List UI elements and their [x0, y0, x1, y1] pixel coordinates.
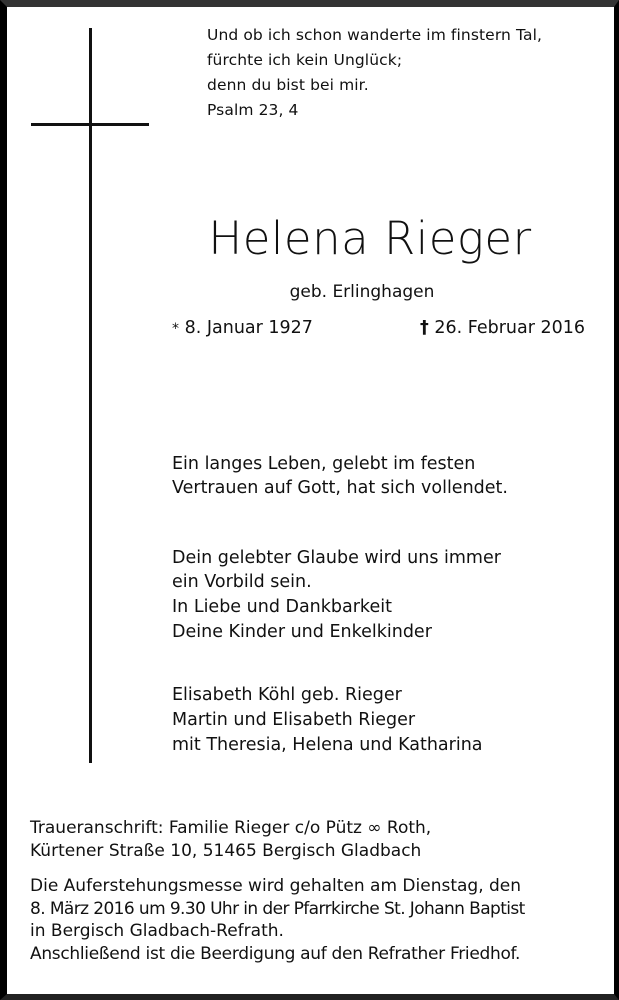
death-date [420, 318, 585, 338]
birth-star-icon: * [172, 321, 179, 337]
cross-vertical-bar [89, 28, 92, 763]
address-line: Kürtener Straße 10, 51465 Bergisch Gladbach [30, 841, 422, 861]
service-line: 8. März 2016 um 9.30 Uhr in der Pfarrkirche St. Johann Baptist [30, 899, 525, 919]
deceased-name: Helena Rieger [208, 212, 532, 265]
death-cross-icon: † [419, 318, 429, 338]
address-line: Traueranschrift: Familie Rieger c/o Pütz ∞ Roth, [30, 818, 432, 838]
text-line: ein Vorbild sein. [172, 572, 312, 592]
verse-line: Und ob ich schon wanderte im finstern Tal, [207, 26, 542, 44]
text-line: Ein langes Leben, gelebt im festen [172, 454, 476, 474]
birth-date [172, 318, 313, 338]
text-line: In Liebe und Dankbarkeit [172, 597, 392, 617]
verse-line: denn du bist bei mir. [207, 76, 369, 94]
text-line: Dein gelebter Glaube wird uns immer [172, 548, 501, 568]
birth-date-text: 8. Januar 1927 [184, 318, 313, 338]
death-date-text: 26. Februar 2016 [434, 318, 585, 338]
verse-line: fürchte ich kein Unglück; [207, 51, 403, 69]
service-line: Die Auferstehungsmesse wird gehalten am Dienstag, den [30, 876, 522, 896]
mourner: mit Theresia, Helena und Katharina [172, 735, 483, 755]
cross-horizontal-bar [31, 123, 149, 126]
text-line: Deine Kinder und Enkelkinder [172, 622, 432, 642]
service-line: Anschließend ist die Beerdigung auf den Refrather Friedhof. [30, 944, 521, 964]
mourner: Elisabeth Köhl geb. Rieger [172, 685, 402, 705]
verse-reference: Psalm 23, 4 [207, 101, 299, 119]
birth-name: geb. Erlinghagen [289, 282, 435, 302]
text-line: Vertrauen auf Gott, hat sich vollendet. [172, 478, 508, 498]
mourner: Martin und Elisabeth Rieger [172, 710, 416, 730]
service-line: in Bergisch Gladbach-Refrath. [30, 921, 284, 941]
